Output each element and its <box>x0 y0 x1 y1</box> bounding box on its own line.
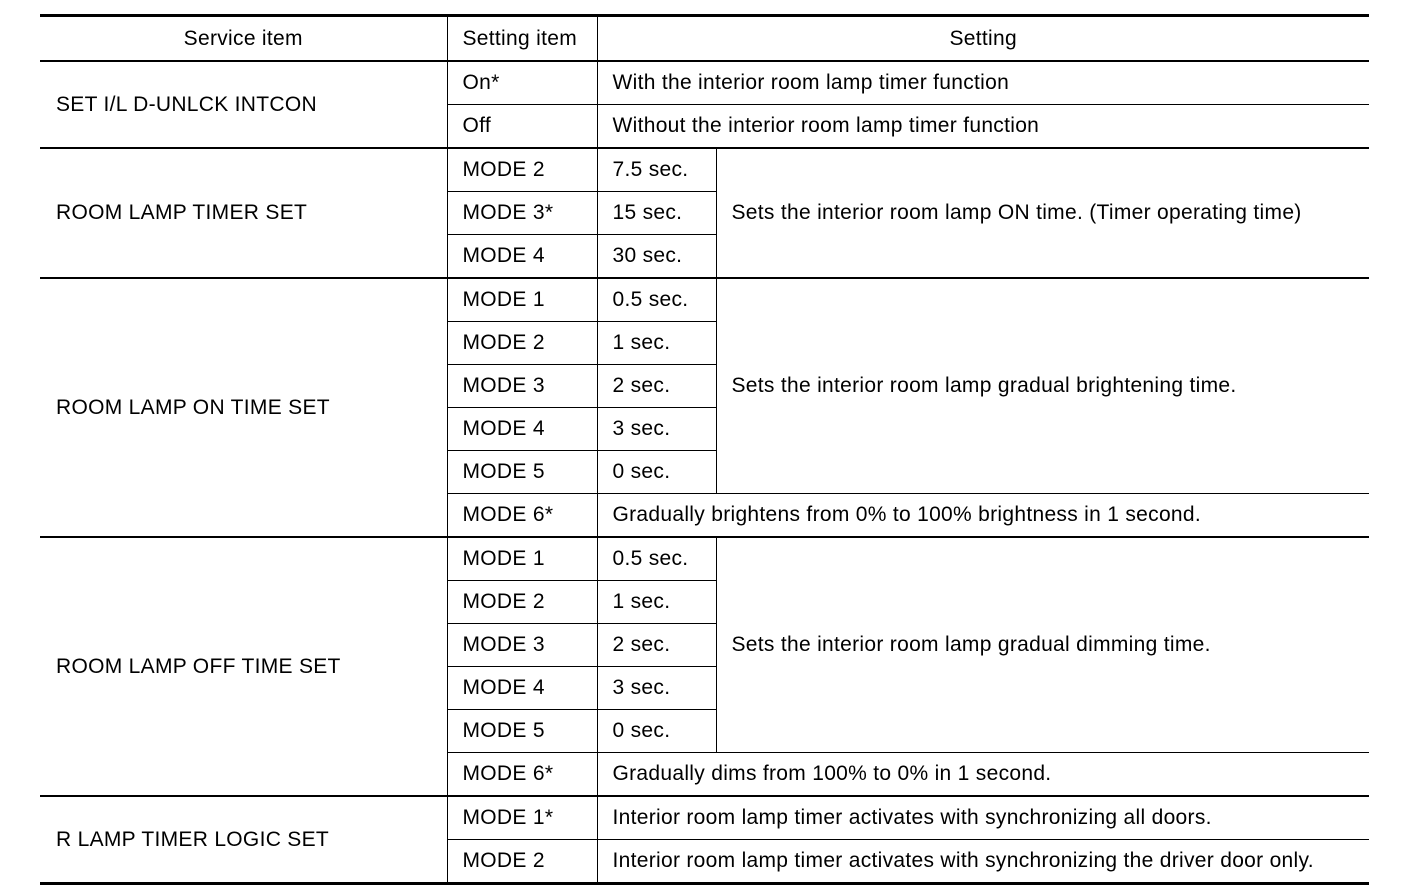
value-cell: 3 sec. <box>597 667 716 710</box>
service-item-cell: ROOM LAMP OFF TIME SET <box>40 537 447 796</box>
setting-item-cell: MODE 4 <box>447 408 597 451</box>
value-cell: 15 sec. <box>597 192 716 235</box>
setting-item-cell: MODE 4 <box>447 235 597 279</box>
table-row <box>40 796 1369 840</box>
header-setting-item: Setting item <box>447 16 597 62</box>
value-cell: 7.5 sec. <box>597 148 716 192</box>
value-cell: 0 sec. <box>597 710 716 753</box>
header-service-item: Service item <box>40 16 447 62</box>
setting-item-cell: MODE 1 <box>447 537 597 581</box>
service-item-cell: ROOM LAMP TIMER SET <box>40 148 447 278</box>
value-cell: 2 sec. <box>597 624 716 667</box>
setting-cell: Gradually dims from 100% to 0% in 1 second. <box>597 753 1369 797</box>
value-cell: 0.5 sec. <box>597 537 716 581</box>
table-row <box>40 61 1369 105</box>
setting-item-cell: MODE 3 <box>447 624 597 667</box>
setting-cell: Without the interior room lamp timer function <box>597 105 1369 149</box>
value-cell: 0.5 sec. <box>597 278 716 322</box>
setting-item-cell: MODE 1 <box>447 278 597 322</box>
setting-cell: Gradually brightens from 0% to 100% brightness in 1 second. <box>597 494 1369 538</box>
setting-item-cell: Off <box>447 105 597 149</box>
setting-item-cell: MODE 5 <box>447 710 597 753</box>
setting-item-cell: MODE 3 <box>447 365 597 408</box>
value-cell: 2 sec. <box>597 365 716 408</box>
setting-item-cell: On* <box>447 61 597 105</box>
description-cell: Sets the interior room lamp gradual brightening time. <box>716 278 1369 494</box>
header-setting: Setting <box>597 16 1369 62</box>
service-item-cell: ROOM LAMP ON TIME SET <box>40 278 447 537</box>
value-cell: 3 sec. <box>597 408 716 451</box>
setting-cell: With the interior room lamp timer function <box>597 61 1369 105</box>
setting-cell: Interior room lamp timer activates with synchronizing the driver door only. <box>597 840 1369 884</box>
setting-item-cell: MODE 2 <box>447 581 597 624</box>
setting-item-cell: MODE 1* <box>447 796 597 840</box>
service-item-cell: SET I/L D-UNLCK INTCON <box>40 61 447 148</box>
setting-item-cell: MODE 4 <box>447 667 597 710</box>
setting-cell: Interior room lamp timer activates with synchronizing all doors. <box>597 796 1369 840</box>
setting-item-cell: MODE 2 <box>447 840 597 884</box>
table-header-row <box>40 16 1369 62</box>
table-row <box>40 278 1369 322</box>
description-cell: Sets the interior room lamp gradual dimming time. <box>716 537 1369 753</box>
table-row <box>40 148 1369 192</box>
setting-item-cell: MODE 3* <box>447 192 597 235</box>
setting-item-cell: MODE 6* <box>447 494 597 538</box>
value-cell: 1 sec. <box>597 581 716 624</box>
setting-item-cell: MODE 5 <box>447 451 597 494</box>
table-row <box>40 537 1369 581</box>
setting-item-cell: MODE 2 <box>447 322 597 365</box>
setting-item-cell: MODE 2 <box>447 148 597 192</box>
description-cell: Sets the interior room lamp ON time. (Timer operating time) <box>716 148 1369 278</box>
value-cell: 1 sec. <box>597 322 716 365</box>
service-settings-table <box>40 14 1369 885</box>
value-cell: 0 sec. <box>597 451 716 494</box>
service-item-cell: R LAMP TIMER LOGIC SET <box>40 796 447 884</box>
value-cell: 30 sec. <box>597 235 716 279</box>
setting-item-cell: MODE 6* <box>447 753 597 797</box>
